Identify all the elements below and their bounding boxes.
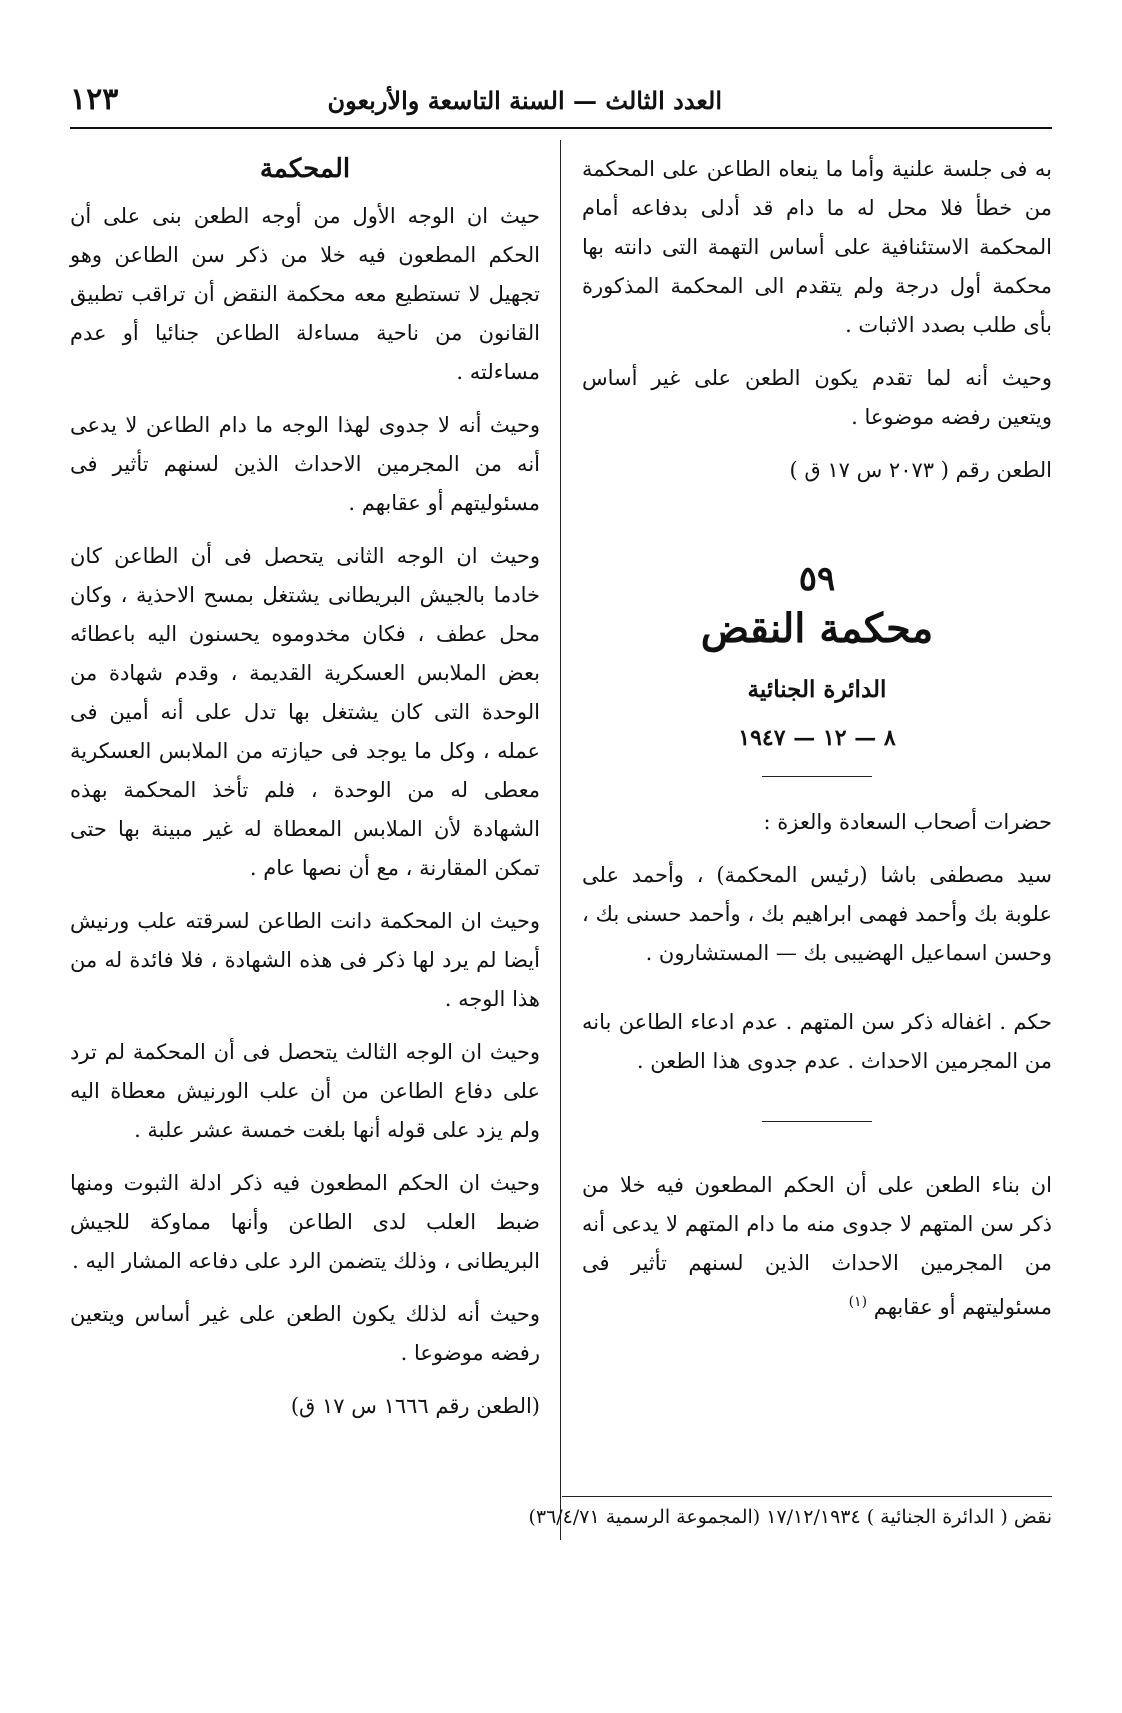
section-heading: المحكمة [259, 154, 351, 184]
page-number: ١٢٣ [70, 82, 119, 117]
case-reference: (الطعن رقم ١٦٦٦ س ١٧ ق) [290, 1394, 540, 1418]
panel-members: سيد مصطفى باشا (رئيس المحكمة) ، وأحمد على علوبة بك وأحمد فهمى ابراهيم بك ، وأحمد حسنى بك ، وحسن اسماعيل الهضيبى بك — المستشارون . [582, 863, 1052, 965]
paragraph: به فى جلسة علنية وأما ما ينعاه الطاعن على المحكمة من خطأ فلا محل له ما دام قد أدلى بدفاعه أمام المحكمة الاستئنافية على أساس التهمة التى دانته بها محكمة أول درجة ولم يتقدم الى المحكمة المذكورة بأى طلب بصدد الاثبات . [582, 157, 1052, 337]
paragraph: وحيث ان الوجه الثانى يتحصل فى أن الطاعن كان خادما بالجيش البريطانى يشتغل بمسح الاحذية ، وكان محل عطف ، فكان مخدوموه يحسنون اليه باعطائه بعض الملابس العسكرية القديمة ، وقدم شهادة من الوحدة التى كان يشتغل بها تدل على أنه أمين فى عمله ، وكل ما يوجد فى حيازته من الملابس العسكرية معطى له من الوحدة ، فلم تأخذ المحكمة بهذه الشهادة لأن الملابس المعطاة له غير مبينة بها حتى تمكن المقارنة ، مع أن نصها عام . [70, 544, 540, 880]
footnote-rule [562, 1496, 1052, 1497]
footnote: نقض ( الدائرة الجنائية ) ١٧/١٢/١٩٣٤ (المجموعة الرسمية ٣٦/٤/٧١) [528, 1506, 1052, 1528]
column-divider [560, 140, 561, 1540]
paragraph: وحيث أنه لا جدوى لهذا الوجه ما دام الطاعن لا يدعى أنه من المجرمين الاحداث الذين لسنهم تأثير فى مسئوليتهم أو عقابهم . [70, 413, 540, 515]
divider [762, 1121, 872, 1122]
left-column [70, 150, 540, 1440]
ruling-date: ٨ — ١٢ — ١٩٤٧ [738, 725, 896, 751]
case-header [582, 560, 1052, 777]
paragraph: وحيث ان المحكمة دانت الطاعن لسرقته علب ورنيش أيضا لم يرد لها ذكر فى هذه الشهادة ، فلا فائدة له من هذا الوجه . [70, 909, 540, 1011]
court-name: محكمة النقض [700, 605, 934, 652]
paragraph: وحيث أنه لما تقدم يكون الطعن على غير أساس ويتعين رفضه موضوعا . [582, 366, 1052, 429]
page-header [70, 82, 1052, 122]
ruling-summary: حكم . اغفاله ذكر سن المتهم . عدم ادعاء الطاعن بانه من المجرمين الاحداث . عدم جدوى هذا الطعن . [582, 1010, 1052, 1073]
chamber-name: الدائرة الجنائية [747, 676, 887, 703]
case-reference: الطعن رقم ( ٢٠٧٣ س ١٧ ق ) [789, 458, 1052, 482]
divider [762, 776, 872, 777]
running-title: العدد الثالث — السنة التاسعة والأربعون [327, 86, 722, 115]
header-rule [70, 127, 1052, 129]
paragraph: حيث ان الوجه الأول من أوجه الطعن بنى على أن الحكم المطعون فيه خلا من ذكر سن الطاعن وهو تجهيل لا تستطيع معه محكمة النقض أن تراقب تطبيق القانون من ناحية مساءلة الطاعن جنائيا أو عدم مساءلته . [70, 204, 540, 384]
right-column [582, 150, 1052, 1341]
legal-principle: ان بناء الطعن على أن الحكم المطعون فيه خلا من ذكر سن المتهم لا جدوى منه ما دام المتهم لا يدعى أنه من المجرمين الاحداث الذين لسنهم تأثير فى مسئوليتهم أو عقابهم $^{(١)}$ [582, 1173, 1052, 1319]
paragraph: وحيث أنه لذلك يكون الطعن على غير أساس ويتعين رفضه موضوعا . [70, 1302, 540, 1365]
footnote-marker: (١) [848, 1294, 868, 1310]
case-number: ٥٩ [798, 559, 836, 599]
paragraph: وحيث ان الوجه الثالث يتحصل فى أن المحكمة لم ترد على دفاع الطاعن من أن علب الورنيش معطاة اليه ولم يزد على قوله أنها بلغت خمسة عشر علبة . [70, 1040, 540, 1142]
panel-heading: حضرات أصحاب السعادة والعزة : [763, 810, 1052, 834]
paragraph: وحيث ان الحكم المطعون فيه ذكر ادلة الثبوت ومنها ضبط العلب لدى الطاعن وأنها مماوكة للجيش البريطانى ، وذلك يتضمن الرد على دفاعه المشار اليه . [70, 1171, 540, 1273]
